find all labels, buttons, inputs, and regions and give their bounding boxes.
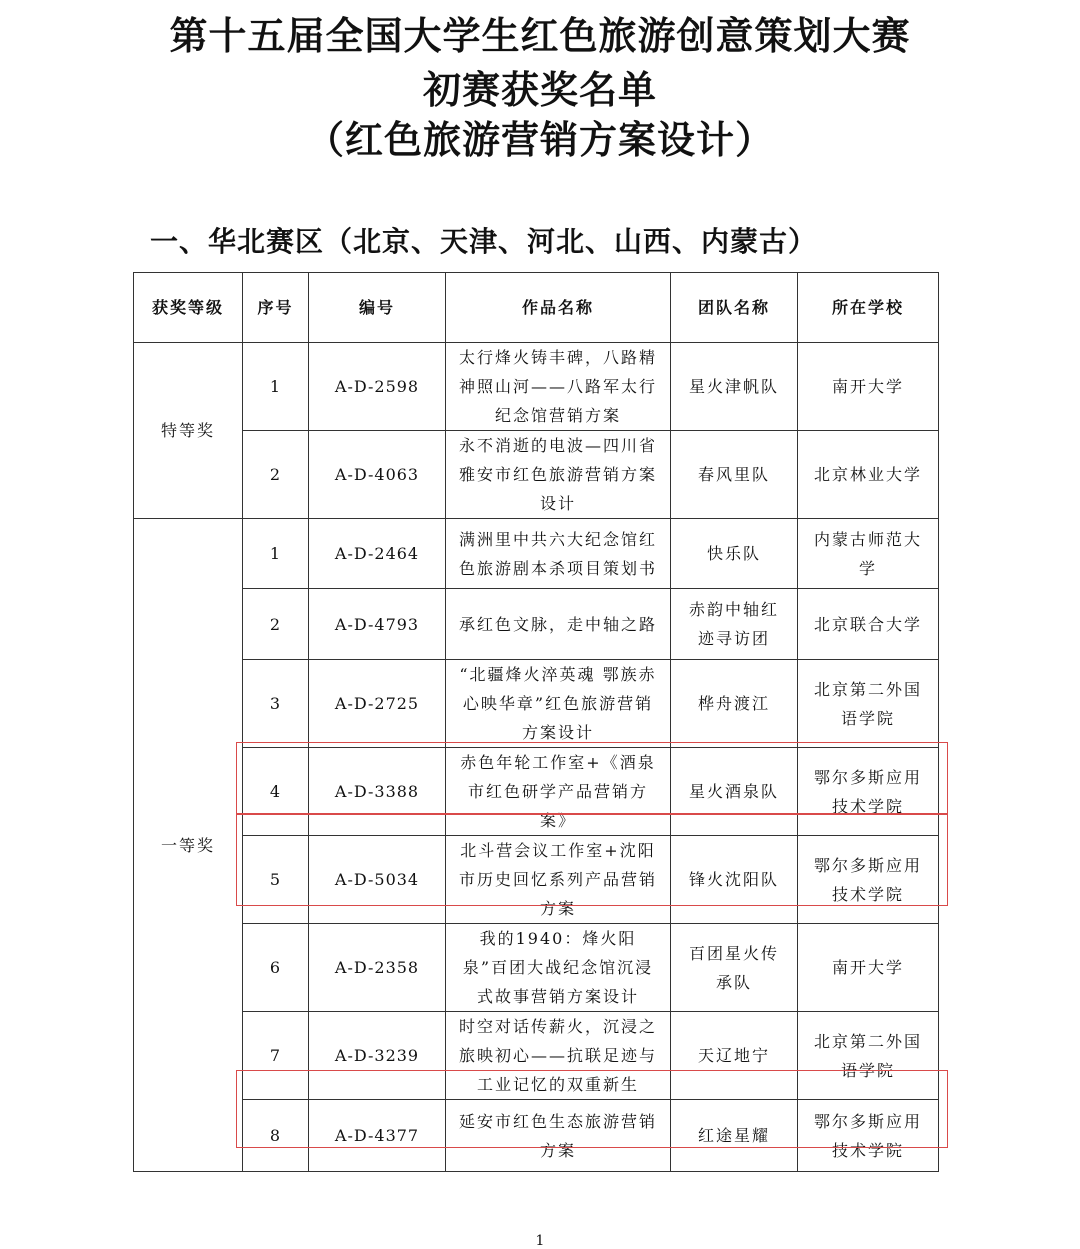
table-row [134,1100,939,1172]
team-name-cell: 快乐队 [671,519,798,589]
header-entry-code: 编号 [309,273,446,343]
table-row [134,660,939,748]
work-title-cell: 我的1940：烽火阳泉”百团大战纪念馆沉浸式故事营销方案设计 [446,924,671,1012]
table-row [134,519,939,589]
table-row [134,748,939,836]
entry-code-cell: A-D-5034 [309,836,446,924]
school-cell: 北京第二外国语学院 [798,1012,939,1100]
serial-number-cell: 7 [243,1012,309,1100]
serial-number-cell: 8 [243,1100,309,1172]
header-team-name: 团队名称 [671,273,798,343]
header-school: 所在学校 [798,273,939,343]
team-name-cell: 天辽地宁 [671,1012,798,1100]
document-title-line3: （红色旅游营销方案设计） [305,117,774,162]
work-title-cell: “北疆烽火淬英魂 鄂族赤心映华章”红色旅游营销方案设计 [446,660,671,748]
school-cell: 鄂尔多斯应用技术学院 [798,1100,939,1172]
serial-number-cell: 3 [243,660,309,748]
school-cell: 鄂尔多斯应用技术学院 [798,836,939,924]
team-name-cell: 星火津帆队 [671,343,798,431]
school-cell: 鄂尔多斯应用技术学院 [798,748,939,836]
table-row [134,589,939,660]
serial-number-cell: 1 [243,343,309,431]
entry-code-cell: A-D-2358 [309,924,446,1012]
header-award-level: 获奖等级 [134,273,243,343]
document-title-line1: 第十五届全国大学生红色旅游创意策划大赛 [169,13,911,58]
school-cell: 内蒙古师范大学 [798,519,939,589]
team-name-cell: 锋火沈阳队 [671,836,798,924]
document-title-line2: 初赛获奖名单 [422,67,657,112]
entry-code-cell: A-D-2725 [309,660,446,748]
school-cell: 北京林业大学 [798,431,939,519]
serial-number-cell: 5 [243,836,309,924]
table-row [134,343,939,431]
entry-code-cell: A-D-3239 [309,1012,446,1100]
section-heading: 一、华北赛区（北京、天津、河北、山西、内蒙古） [150,225,818,258]
team-name-cell: 星火酒泉队 [671,748,798,836]
entry-code-cell: A-D-4793 [309,589,446,660]
school-cell: 北京联合大学 [798,589,939,660]
table-row [134,1012,939,1100]
serial-number-cell: 2 [243,589,309,660]
team-name-cell: 赤韵中轴红迹寻访团 [671,589,798,660]
team-name-cell: 百团星火传承队 [671,924,798,1012]
table-row [134,836,939,924]
entry-code-cell: A-D-4063 [309,431,446,519]
entry-code-cell: A-D-4377 [309,1100,446,1172]
team-name-cell: 桦舟渡江 [671,660,798,748]
serial-number-cell: 1 [243,519,309,589]
entry-code-cell: A-D-3388 [309,748,446,836]
school-cell: 北京第二外国语学院 [798,660,939,748]
table-row [134,431,939,519]
work-title-cell: 太行烽火铸丰碑，八路精神照山河——八路军太行纪念馆营销方案 [446,343,671,431]
school-cell: 南开大学 [798,924,939,1012]
team-name-cell: 春风里队 [671,431,798,519]
work-title-cell: 赤色年轮工作室+《酒泉市红色研学产品营销方案》 [446,748,671,836]
work-title-cell: 北斗营会议工作室+沈阳市历史回忆系列产品营销方案 [446,836,671,924]
award-level-cell: 一等奖 [134,519,243,1172]
table-row [134,924,939,1012]
header-work-title: 作品名称 [446,273,671,343]
work-title-cell: 承红色文脉，走中轴之路 [446,589,671,660]
header-serial-number: 序号 [243,273,309,343]
serial-number-cell: 4 [243,748,309,836]
school-cell: 南开大学 [798,343,939,431]
entry-code-cell: A-D-2464 [309,519,446,589]
awards-table [133,272,939,1172]
table-header-row [134,273,939,343]
serial-number-cell: 2 [243,431,309,519]
award-level-cell: 特等奖 [134,343,243,519]
page-number: 1 [535,1233,545,1249]
work-title-cell: 延安市红色生态旅游营销方案 [446,1100,671,1172]
work-title-cell: 满洲里中共六大纪念馆红色旅游剧本杀项目策划书 [446,519,671,589]
serial-number-cell: 6 [243,924,309,1012]
entry-code-cell: A-D-2598 [309,343,446,431]
team-name-cell: 红途星耀 [671,1100,798,1172]
work-title-cell: 永不消逝的电波—四川省雅安市红色旅游营销方案设计 [446,431,671,519]
work-title-cell: 时空对话传薪火，沉浸之旅映初心——抗联足迹与工业记忆的双重新生 [446,1012,671,1100]
